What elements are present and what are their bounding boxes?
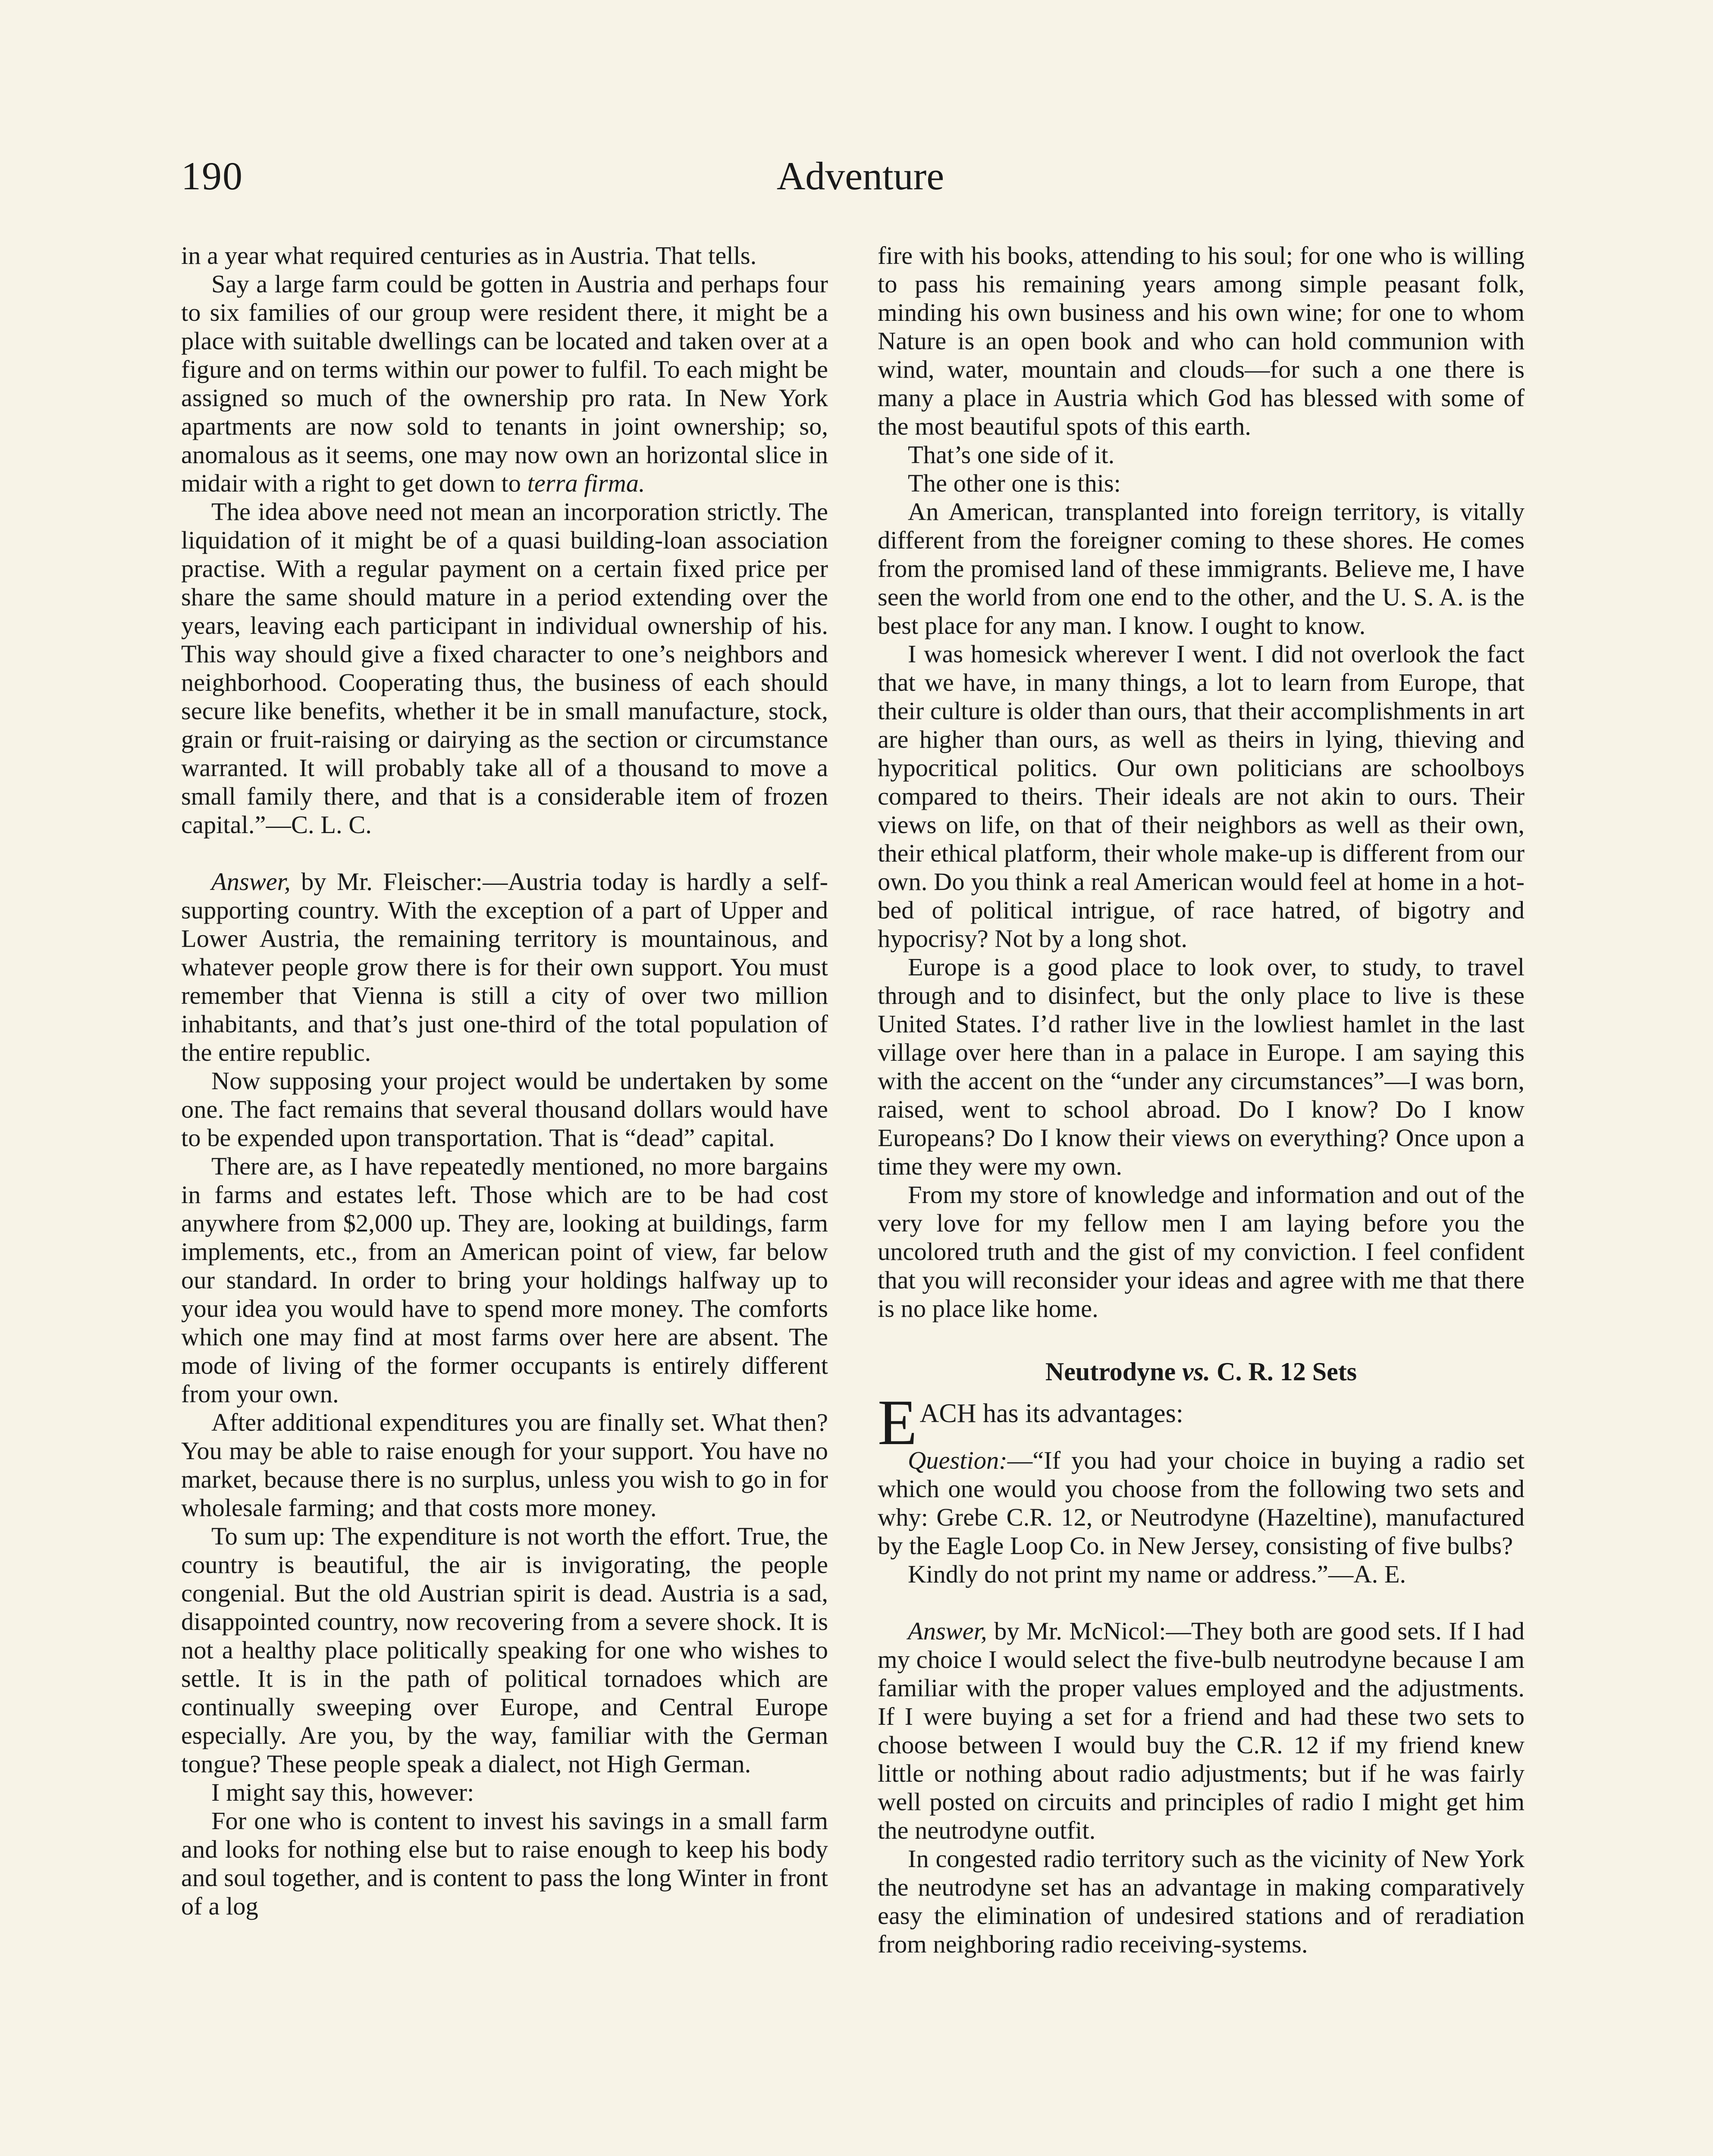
paragraph: The other one is this:	[908, 469, 1121, 497]
paragraph: From my store of knowledge and information and out of the very love for my fellow men I am laying before you the uncolored truth and the gist of my conviction. I feel confident that you will reconsider your ideas and agree with me that there is no place like home.	[878, 1181, 1525, 1322]
paragraph: There are, as I have repeatedly mentioned, no more bargains in farms and estates left. Those which are to be had cost anywhere from $2,000 up. They are, looking at buildings, farm implements, etc., from an American point of view, far below our standard. In order to bring your holdings halfway up to your idea you would have to spend more money. The comforts which one may find at most farms over here are absent. The mode of living of the former occupants is entirely different from your own.	[181, 1152, 828, 1408]
paragraph: I was homesick wherever I went. I did not overlook the fact that we have, in many things, a lot to learn from Europe, that their culture is older than ours, that their accomplishments in art are higher than ours, as well as theirs in lying, thieving and hypocritical politics. Our own politicians are schoolboys compared to theirs. Their ideals are not akin to ours. Their views on life, on that of their neighbors as well as their own, their ethical platform, their whole make-up is different from our own. Do you think a real American would feel at home in a hot-bed of political intrigue, of race hatred, of bigotry and hypocrisy? Not by a long shot.	[878, 640, 1525, 953]
paragraph: Kindly do not print my name or address.”—A. E.	[908, 1560, 1406, 1588]
section-heading	[878, 1357, 1525, 1386]
left-column	[181, 241, 828, 1921]
lead-text: ACH has its advantages:	[919, 1399, 1183, 1428]
paragraph: That’s one side of it.	[908, 441, 1115, 469]
answer-label: Answer,	[908, 1617, 987, 1645]
paragraph	[181, 270, 828, 498]
section-heading-vs: vs.	[1182, 1357, 1211, 1386]
right-column	[878, 241, 1525, 1959]
answer-text: by Mr. McNicol:—They both are good sets. If I had my choice I would select the five-bulb neutrodyne because I am familiar with the proper values employed and the adjustments. If I were buying a set for a friend and had these two sets to choose between I would buy the C.R. 12 if my friend knew little or nothing about radio adjustments; but if he was fairly well posted on circuits and principles of radio I might get him the neutrodyne outfit.	[878, 1617, 1525, 1844]
page-header	[181, 153, 1540, 209]
question-label: Question:	[908, 1446, 1007, 1474]
paragraph: Europe is a good place to look over, to study, to travel through and to disinfect, but the only place to live is these United States. I’d rather live in the lowliest hamlet in the last village over here than in a palace in Europe. I am saying this with the accent on the “under any circumstances”—I was born, raised, went to school abroad. Do I know? Do I know Europeans? Do I know their views on everything? Once upon a time they were my own.	[878, 953, 1525, 1180]
paragraph: For one who is content to invest his savings in a small farm and looks for nothing else but to raise enough to keep his body and soul together, and is content to pass the long Winter in front of a log	[181, 1807, 828, 1920]
italic-term: terra firma.	[527, 469, 645, 497]
paragraph: To sum up: The expenditure is not worth the effort. True, the country is beautiful, the air is invigorating, the people congenial. But the old Austrian spirit is dead. Austria is a sad, disappointed country, now recovering from a severe shock. It is not a healthy place politically speaking for one who wishes to settle. It is in the path of political tornadoes which are continually sweeping over Europe, and Central Europe especially. Are you, by the way, familiar with the German tongue? These people speak a dialect, not High German.	[181, 1522, 828, 1778]
question-text: —“If you had your choice in buying a radio set which one would you choose from the following two sets and why: Grebe C.R. 12, or Neutrodyne (Hazeltine), manufactured by the Eagle Loop Co. in New Jersey, consisting of five bulbs?	[878, 1446, 1525, 1560]
paragraph: Now supposing your project would be undertaken by some one. The fact remains that several thousand dollars would have to be expended upon transportation. That is “dead” capital.	[181, 1067, 828, 1152]
paragraph: An American, transplanted into foreign territory, is vitally different from the foreigner coming to these shores. He comes from the promised land of these immigrants. Believe me, I have seen the world from one end to the other, and the U. S. A. is the best place for any man. I know. I ought to know.	[878, 498, 1525, 639]
running-title: Adventure	[776, 154, 944, 198]
lead-paragraph	[878, 1387, 1525, 1458]
paragraph: fire with his books, attending to his soul; for one who is willing to pass his remaining years among simple peasant folk, minding his own business and his own wine; for one to whom Nature is an open book and who can hold communion with wind, water, mountain and clouds—for such a one there is many a place in Austria which God has blessed with some of the most beautiful spots of this earth.	[878, 241, 1525, 440]
paragraph: I might say this, however:	[211, 1778, 474, 1806]
section-heading-part: C. R. 12 Sets	[1217, 1357, 1357, 1386]
paragraph: The idea above need not mean an incorporation strictly. The liquidation of it might be of a quasi building-loan association practise. With a regular payment on a certain fixed price per share the same should mature in a period extending over the years, leaving each participant in individual ownership of his. This way should give a fixed character to one’s neighbors and neighborhood. Cooperating thus, the business of each should secure like benefits, whether it be in small manufacture, stock, grain or fruit-raising or dairying as the section or circumstance warranted. It will probably take all of a thousand to move a small family there, and that is a considerable item of frozen capital.”—C. L. C.	[181, 498, 828, 839]
section-heading-part: Neutrodyne	[1045, 1357, 1176, 1386]
question-paragraph	[878, 1446, 1525, 1560]
paragraph: After additional expenditures you are finally set. What then? You may be able to raise enough for your support. You have no market, because there is no surplus, unless you wish to go in for wholesale farming; and that costs more money.	[181, 1408, 828, 1522]
answer-text: by Mr. Fleischer:—Austria today is hardly a self-supporting country. With the exception of a part of Upper and Lower Austria, the remaining territory is mountainous, and whatever people grow there is for their own support. You must remember that Vienna is still a city of over two million inhabitants, and that’s just one-third of the total population of the entire republic.	[181, 868, 828, 1066]
paragraph: in a year what required centuries as in Austria. That tells.	[181, 241, 757, 270]
answer-paragraph	[878, 1617, 1525, 1845]
answer-paragraph	[181, 868, 828, 1067]
paragraph: In congested radio territory such as the vicinity of New York the neutrodyne set has an advantage in making comparatively easy the elimination of undesired stations and of reradiation from neighboring radio receiving-systems.	[878, 1845, 1525, 1958]
page-number: 190	[181, 154, 243, 198]
paragraph-text: Say a large farm could be gotten in Austria and perhaps four to six families of our group were resident there, it might be a place with suitable dwellings can be located and taken over at a figure and on terms within our power to fulfil. To each might be assigned so much of the ownership pro rata. In New York apartments are now sold to tenants in joint ownership; so, anomalous as it seems, one may now own an horizontal slice in midair with a right to get down to	[181, 270, 828, 497]
drop-cap: E	[878, 1387, 917, 1458]
answer-label: Answer,	[211, 868, 291, 896]
